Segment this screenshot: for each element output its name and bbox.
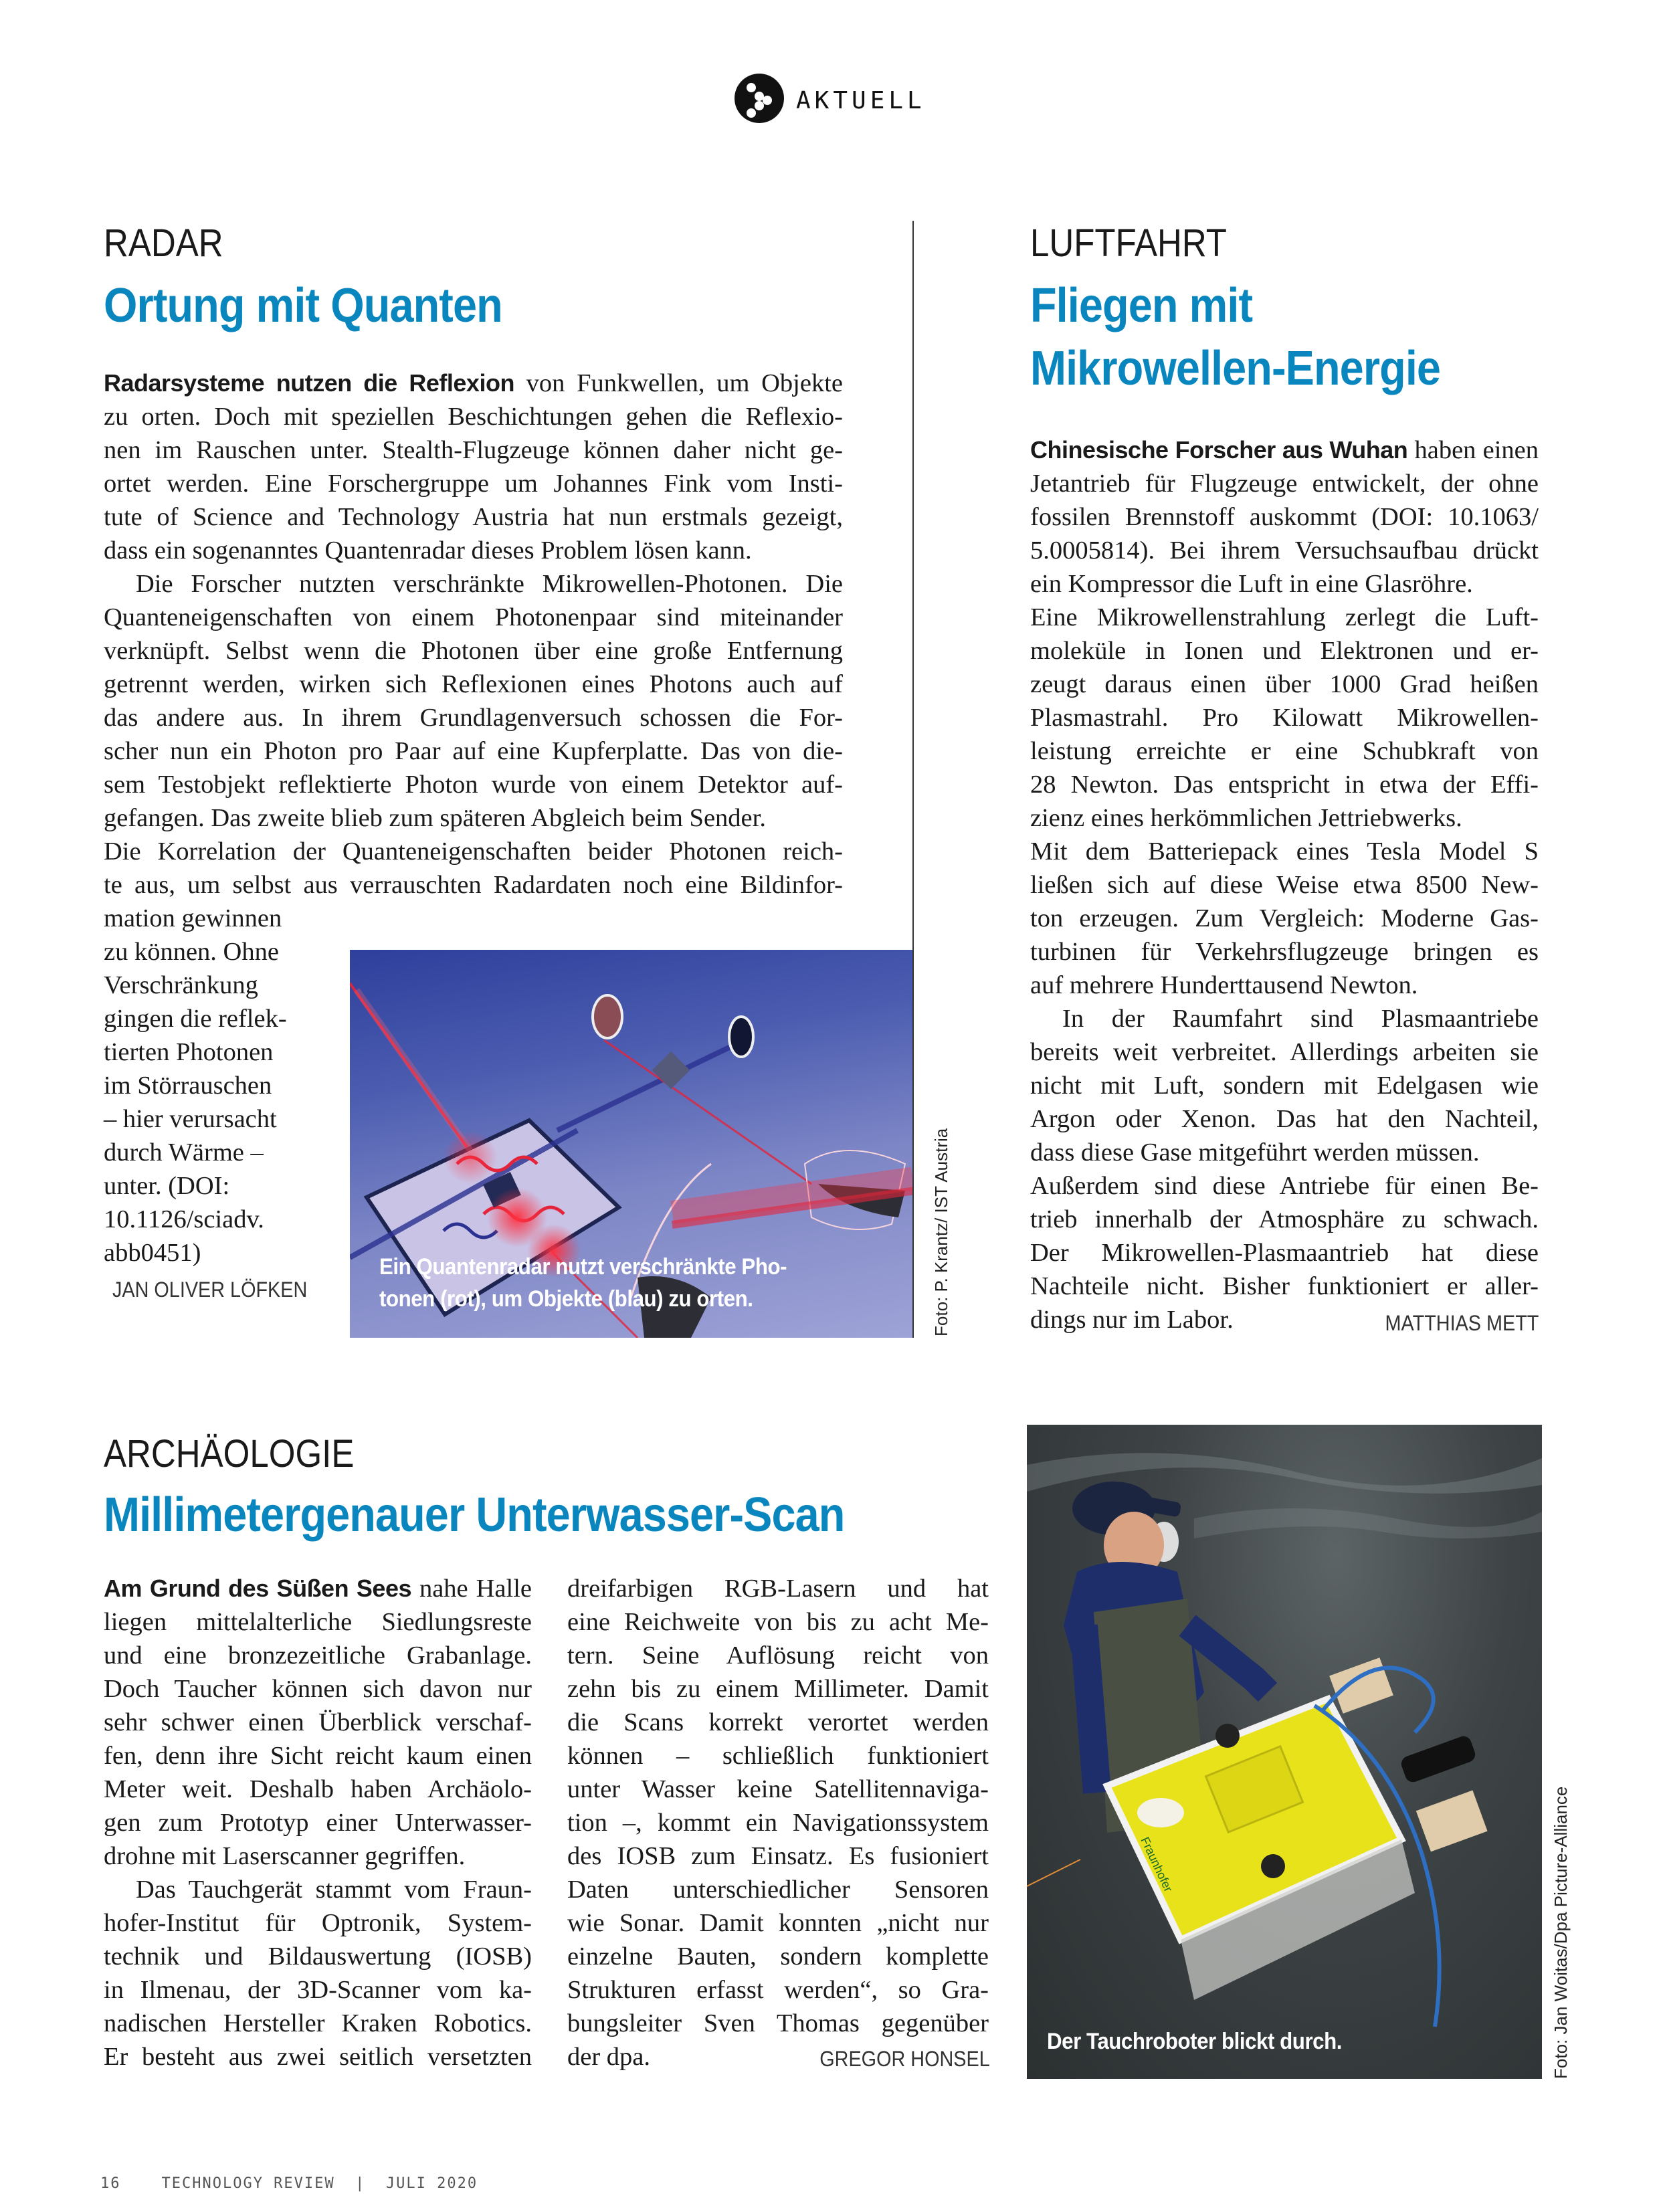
column-divider <box>912 221 914 1338</box>
radar-photo-caption: Ein Quantenradar nutzt verschränkte Pho- tonen (rot), um Objekte (blau) zu orten. <box>379 1254 787 1312</box>
radar-lead: Radarsysteme nutzen die Reflexion <box>104 369 514 397</box>
archaeologie-body-col2: dreifarbigen RGB-Lasern und hat eine Reichweite von bis zu acht Me- tern. Seine Auflösung reicht von zehn bis zu einem Millimeter. Damit die Scans korrekt verortet werden können – schließlich funktioniert unter Wasser keine Satellitennaviga- tion –, kommt ein Navigationssystem des IOSB zum Einsatz. Es fusioniert Daten unterschiedlicher Sensoren wie Sonar. Damit konnten „nicht nur einzelne Bauten, sondern komplette Strukturen erfasst werden“, so Gra- bungsleiter Sven Thomas gegenüber der dpa. <box>567 1575 989 2071</box>
luftfahrt-kicker: LUFTFAHRT <box>1030 221 1227 265</box>
archaeologie-lead: Am Grund des Süßen Sees <box>104 1575 411 1602</box>
underwater-robot-scene <box>1027 1425 1542 2079</box>
radar-body: Radarsysteme nutzen die Reflexion von Funkwellen, um Objekte zu orten. Doch mit speziellen Beschichtungen gehen die Reflexio- nen im Rauschen unter. Stealth-Flugzeuge können daher nicht ge- ortet werden. Eine Forschergruppe um Johannes Fink vom Insti- tute of Science and Technology Austria hat nun erstmals gezeigt, dass ein sogenanntes Quantenradar dieses Problem lösen kann. Die Forscher nutzten verschränkte Mikrowellen-Photonen. Die Quanteneigenschaften von einem Photonenpaar sind miteinander verknüpft. Selbst wenn die Photonen über eine große Entfernung getrennt werden, wirken sich Reflexionen eines Photons auch auf das andere aus. In ihrem Grundlagenversuch schossen die For- scher nun ein Photon pro Paar auf eine Kupferplatte. Das von die- sem Testobjekt reflektierte Photon wurde von einem Detektor auf- gefangen. Das zweite blieb zum späteren Abgleich beim Sender. Die Korrelation der Quanteneigenschaften beider Photonen reich- te aus, um selbst aus verrauschten Radardaten noch eine Bildinfor- mation gewinnen <box>104 369 843 932</box>
publication-name: TECHNOLOGY REVIEW <box>161 2175 335 2192</box>
radar-author: JAN OLIVER LÖFKEN <box>112 1278 308 1302</box>
radar-body-narrow: zu können. Ohne Verschränkung gingen die reflek- tierten Photonen im Störrauschen – hier verursacht durch Wärme – unter. (DOI: 10.1126/sciadv. abb0451) <box>104 938 287 1267</box>
svg-text:Fraunhofer: Fraunhofer <box>1138 1835 1175 1894</box>
robot-photo-caption: Der Tauchroboter blickt durch. <box>1047 2029 1342 2054</box>
luftfahrt-author: MATTHIAS METT <box>1385 1311 1539 1335</box>
aktuell-logo-icon <box>735 74 784 123</box>
page-number: 16 <box>100 2175 121 2192</box>
radar-photo-credit: Foto: P. Krantz/ IST Austria <box>931 1128 951 1336</box>
issue-date: JULI 2020 <box>385 2175 478 2192</box>
footer-separator: | <box>355 2175 366 2192</box>
luftfahrt-headline: Fliegen mit Mikrowellen-Energie <box>1030 279 1441 395</box>
archaeologie-headline: Millimetergenauer Unterwasser-Scan <box>104 1488 845 1542</box>
radar-headline: Ortung mit Quanten <box>104 279 502 332</box>
radar-kicker: RADAR <box>104 221 223 265</box>
quantum-radar-photo <box>350 950 914 1338</box>
underwater-robot-photo <box>1027 1425 1542 2079</box>
luftfahrt-lead: Chinesische Forscher aus Wuhan <box>1030 436 1408 464</box>
page-footer <box>100 2175 478 2192</box>
luftfahrt-body: Chinesische Forscher aus Wuhan haben einen Jetantrieb für Flugzeuge entwickelt, der ohne fossilen Brennstoff auskommt (DOI: 10.1063/ 5.0005814). Bei ihrem Versuchsaufbau drückt ein Kompressor die Luft in eine Glasröhre. Eine Mikrowellenstrahlung zerlegt die Luft- moleküle in Ionen und Elektronen und er- zeugt daraus einen über 1000 Grad heißen Plasmastrahl. Pro Kilowatt Mikrowellen- leistung erreichte er eine Schubkraft von 28 Newton. Das entspricht in etwa der Effi- zienz eines herkömmlichen Jettriebwerks. Mit dem Batteriepack eines Tesla Model S ließen sich auf diese Weise etwa 8500 New- ton erzeugen. Zum Vergleich: Moderne Gas- turbinen für Verkehrsflugzeuge bringen es auf mehrere Hunderttausend Newton. In der Raumfahrt sind Plasmaantriebe bereits weit verbreitet. Allerdings arbeiten sie nicht mit Luft, sondern mit Edelgasen wie Argon oder Xenon. Das hat den Nachteil, dass diese Gase mitgeführt werden müssen. Außerdem sind diese Antriebe für einen Be- trieb innerhalb der Atmosphäre zu schwach. Der Mikrowellen-Plasmaantrieb hat diese Nachteile nicht. Bisher funktioniert er aller- dings nur im Labor. <box>1030 436 1539 1334</box>
archaeologie-author: GREGOR HONSEL <box>819 2047 990 2071</box>
archaeologie-kicker: ARCHÄOLOGIE <box>104 1432 355 1476</box>
robot-photo-credit: Foto: Jan Woitas/Dpa Picture-Alliance <box>1551 1786 1571 2079</box>
archaeologie-body-col1: Am Grund des Süßen Sees nahe Halle liegen mittelalterliche Siedlungsreste und eine bronzezeitliche Grabanlage. Doch Taucher können sich davon nur sehr schwer einen Überblick verschaf- fen, denn ihre Sicht reicht kaum einen Meter weit. Deshalb haben Archäolo- gen zum Prototyp einer Unterwasser- drohne mit Laserscanner gegriffen. Das Tauchgerät stammt vom Fraun- hofer-Institut für Optronik, System- technik und Bildauswertung (IOSB) in Ilmenau, der 3D-Scanner vom ka- nadischen Hersteller Kraken Robotics. Er besteht aus zwei seitlich versetzten <box>104 1575 532 2071</box>
section-label: AKTUELL <box>796 87 926 114</box>
